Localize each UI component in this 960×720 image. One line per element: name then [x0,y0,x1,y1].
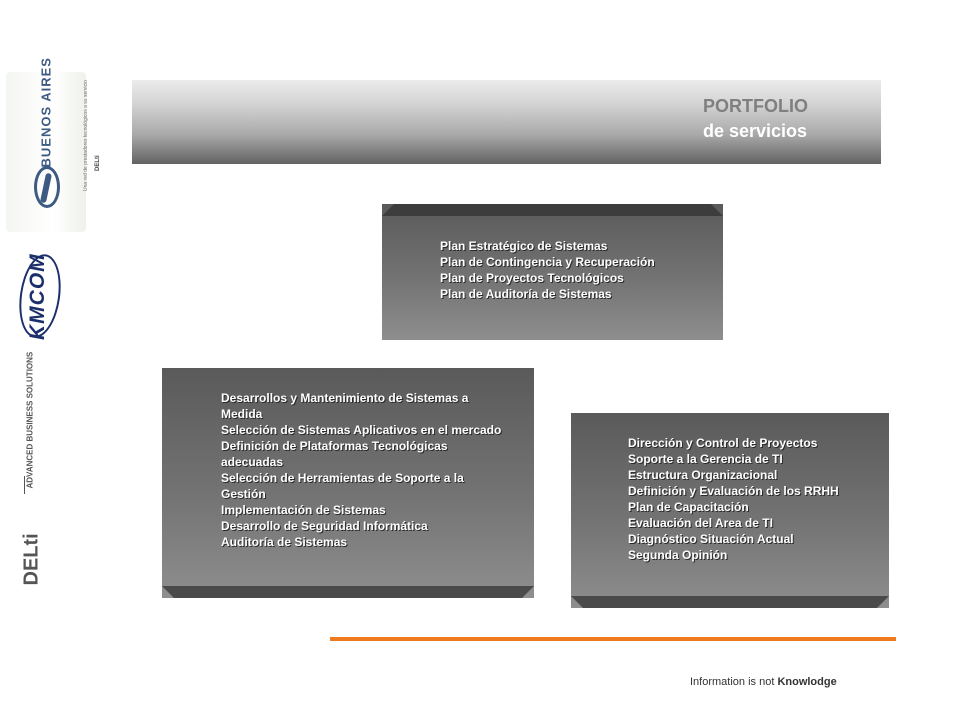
list-item: Dirección y Control de Proyectos [628,436,818,450]
buenos-aires-emblem-icon [34,166,60,208]
page-title-line2: de servicios [703,121,808,141]
list-item: Estructura Organizacional [628,468,778,482]
footer-tagline [690,676,837,688]
service-list [440,238,700,302]
footer-tagline-part2: Knowlodge [777,676,837,688]
accent-divider [330,637,896,641]
service-list [221,390,511,550]
list-item: Definición y Evaluación de los RRHH [628,484,839,498]
service-box-development [162,368,534,598]
list-item: Selección de Sistemas Aplicativos en el mercado [221,423,502,437]
list-item: Soporte a la Gerencia de TI [628,452,783,466]
list-item: Plan de Auditoría de Sistemas [440,287,612,301]
kmcom-logo [2,240,74,350]
delti-logo-tagline: ADVANCED BUSINESS SOLUTIONS [25,351,35,489]
delti-logo [14,351,54,586]
service-box-management [571,413,889,608]
buenos-aires-logo-tagline: Una red de prestadores tecnológicos a su servicio [83,80,89,191]
list-item: Plan de Contingencia y Recuperación [440,255,655,269]
buenos-aires-logo-partner-marks: DELti [95,155,101,171]
delti-divider [24,476,25,494]
list-item: Evaluación del Area de TI [628,516,773,530]
service-list [628,435,878,563]
footer-tagline-part1: Information is not [690,676,778,688]
list-item: Diagnóstico Situación Actual [628,532,794,546]
service-box-planning [382,204,723,340]
list-item: Auditoría de Sistemas [221,535,348,549]
list-item: Definición de Plataformas Tecnológicas adecuadas [221,439,448,469]
box-bevel-top [382,204,723,216]
buenos-aires-logo-name: BUENOS AIRES [38,57,54,168]
box-bevel-bottom [571,596,889,608]
list-item: Plan de Proyectos Tecnológicos [440,271,624,285]
delti-logo-name: DELti [20,533,43,586]
header-band [132,80,881,164]
page-title-line1: PORTFOLIO [703,96,808,116]
list-item: Plan Estratégico de Sistemas [440,239,608,253]
list-item: Desarrollos y Mantenimiento de Sistemas a Medida [221,391,469,421]
list-item: Plan de Capacitación [628,500,749,514]
kmcom-logo-name: KMCOM [26,253,49,340]
box-bevel-bottom [162,586,534,598]
buenos-aires-logo [6,57,101,232]
list-item: Desarrollo de Seguridad Informática [221,519,428,533]
list-item: Selección de Herramientas de Soporte a la Gestión [221,471,464,501]
list-item: Segunda Opinión [628,548,728,562]
list-item: Implementación de Sistemas [221,503,386,517]
